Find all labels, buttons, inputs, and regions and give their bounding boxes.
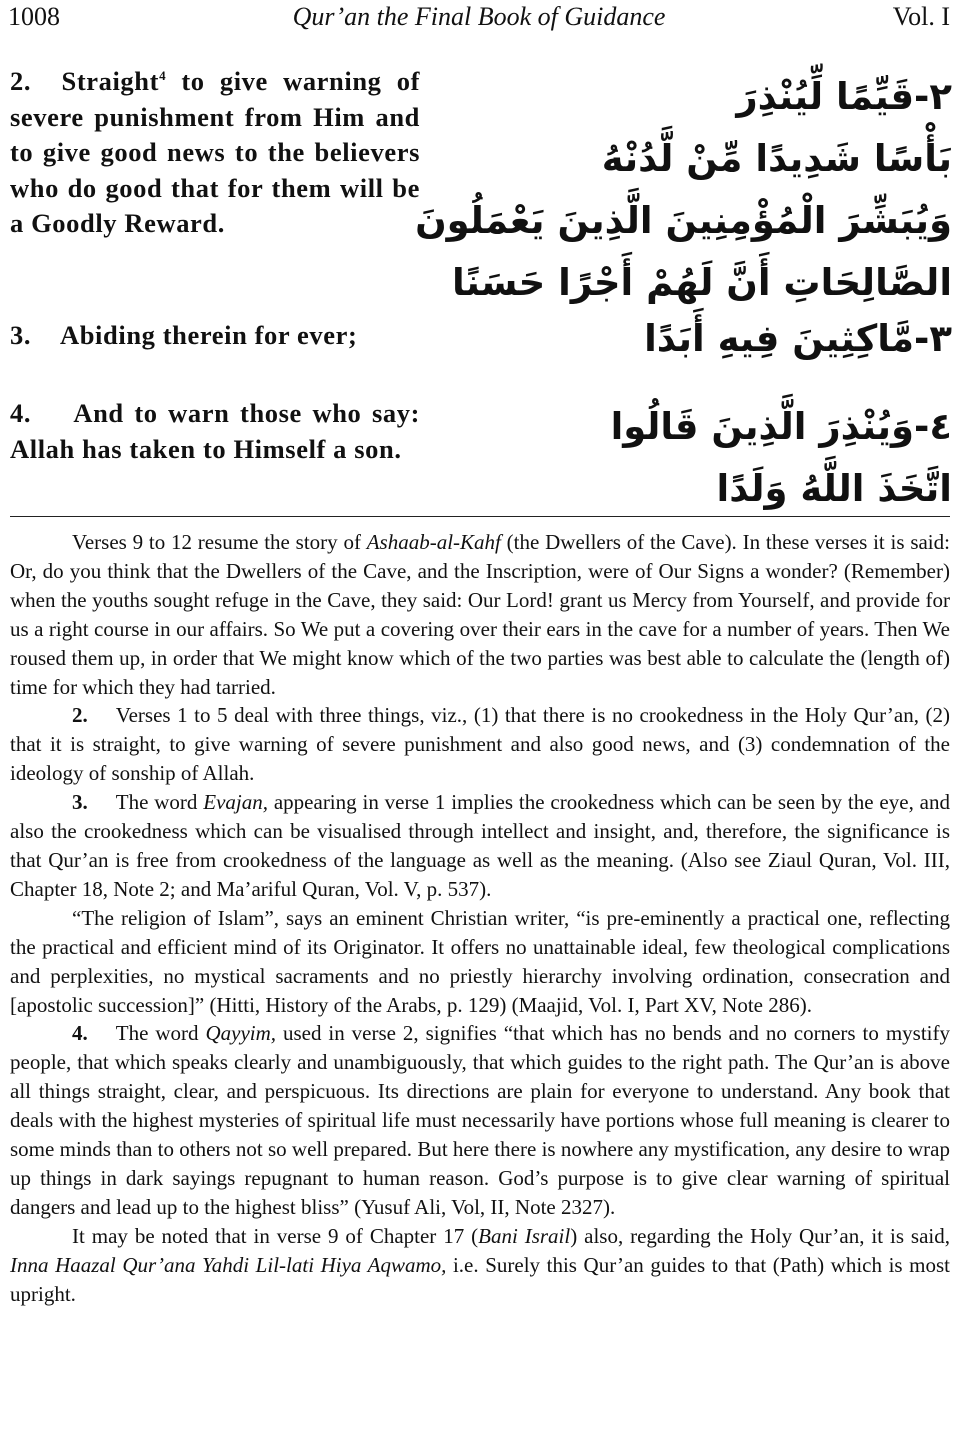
page-number: 1008: [8, 2, 60, 31]
italic-term: Ashaab-al-Kahf: [366, 530, 501, 554]
note-number: 3.: [72, 790, 88, 815]
verse-3-arabic: [562, 308, 952, 370]
verse-4-arabic: [562, 396, 952, 520]
arabic-line: ٤-وَيُنْذِرَ الَّذِينَ قَالُوا: [610, 405, 952, 448]
verse-text: Straight: [61, 66, 160, 96]
note-2: 2. Verses 1 to 5 deal with three things, viz., (1) that there is no crookedness in the Holy Qur’an, (2) that it is straight, to give warning of severe punishment and also good news, and (3) condemnation of the ideology of sonship of Allah.: [10, 703, 950, 786]
commentary-notes: [10, 528, 950, 1308]
verse-text: Abiding therein for ever;: [59, 320, 358, 350]
verse-3-translation: [10, 318, 420, 354]
volume-label: Vol. I: [892, 2, 950, 31]
note-3: 3. The word Evajan, appearing in verse 1 implies the crookedness which can be seen by the eye, and also the crookedness which can be visualised through intellect and insight, and, therefore, the significance is that Qur’an is free from crookedness of the language as well as the meaning. (Also see Ziaul Quran, Vol. III, Chapter 18, Note 2; and Ma’ariful Quran, Vol. V, p. 537).: [10, 790, 950, 901]
verse-number: 4.: [10, 398, 32, 428]
arabic-line: بَأْسًا شَدِيدًا مِّنْ لَّدُنْهُ: [601, 137, 952, 180]
page-header: [8, 2, 950, 36]
verse-number: 3.: [10, 320, 32, 350]
verse-4-translation: [10, 396, 420, 467]
verse-2-arabic: [415, 66, 952, 314]
closing-paragraph: It may be noted that in verse 9 of Chapter 17 (Bani Israil) also, regarding the Holy Qur’an, it is said, Inna Haazal Qur’ana Yahdi Lil-lati Hiya Aqwamo, i.e. Surely this Qur’an guides to that (Path) which is most upright.: [10, 1223, 950, 1306]
note-number: 4.: [72, 1021, 88, 1046]
verse-text: And to warn those who say: Allah has taken to Himself a son.: [10, 398, 420, 464]
note-number: 2.: [72, 703, 88, 728]
italic-term: Inna Haazal Qur’ana Yahdi Lil-lati Hiya Aqwamo,: [10, 1252, 447, 1277]
verse-text: to give warning of severe punishment from Him and to give good news to the believers who do good that for them will be a Goodly Reward.: [10, 66, 421, 238]
arabic-line: الصَّالِحَاتِ أَنَّ لَهُمْ أَجْرًا حَسَنًا: [451, 261, 952, 304]
verse-number: 2.: [10, 66, 32, 96]
arabic-line: ٣-مَّاكِثِينَ فِيهِ أَبَدًا: [644, 317, 952, 360]
section-divider: [10, 516, 950, 517]
verse-2-translation: [10, 64, 420, 242]
intro-paragraph: Verses 9 to 12 resume the story of Ashaab-al-Kahf (the Dwellers of the Cave). In these verses it is said: Or, do you think that the Dwellers of the Cave, and the Inscription, were of Our Signs a wonder? (Remember) when the youths sought refuge in the Cave, they said: Our Lord! grant us Mercy from Yourself, and provide for us a right course in our affairs. So We put a covering over their ears in the cave for a number of years. Then We roused them up, in order that We might know which of the two parties was best able to calculate the (length of) time for which they had tarried.: [10, 530, 950, 699]
italic-term: Bani Israil: [478, 1223, 571, 1248]
arabic-line: ٢-قَيِّمًا لِّيُنْذِرَ: [736, 75, 952, 118]
arabic-line: اتَّخَذَ اللَّهُ وَلَدًا: [716, 467, 952, 510]
italic-term: Qayyim,: [205, 1021, 277, 1046]
book-title: Qur’an the Final Book of Guidance: [292, 2, 666, 31]
italic-term: Evajan,: [203, 790, 268, 815]
note-4: 4. The word Qayyim, used in verse 2, signifies “that which has no bends and no corners to mystify people, that which speaks clearly and unambiguously, that which guides to the right path. The Qur’an is above all things straight, clear, and perspicuous. Its directions are plain for everyone to understand. Any book that deals with the highest mysteries of spiritual life must necessarily have portions whose full meaning is clearer to some minds than to others not so well prepared. But here there is nowhere any mystification, any desire to wrap up things in dark sayings repugnant to human reason. God’s purpose is to give clear warning of spiritual dangers and lead up to the highest bliss” (Yusuf Ali, Vol, II, Note 2327).: [10, 1021, 950, 1219]
arabic-line: وَيُبَشِّرَ الْمُؤْمِنِينَ الَّذِينَ يَعْمَلُونَ: [415, 199, 952, 242]
footnote-marker: 4: [159, 68, 167, 84]
quote-paragraph: “The religion of Islam”, says an eminent Christian writer, “is pre-eminently a practical one, reflecting the practical and efficient mind of its Originator. It offers no unattainable ideal, few theological complications and perplexities, no mystical sacraments and no priestly hierarchy involving ordination, consecration and [apostolic succession]” (Hitti, History of the Arabs, p. 129) (Maajid, Vol. I, Part XV, Note 286).: [10, 905, 950, 1017]
